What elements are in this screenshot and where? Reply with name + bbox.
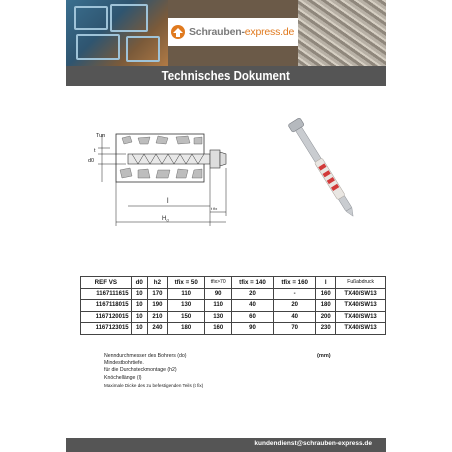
table-row <box>81 323 386 335</box>
workshop-photo <box>66 0 168 66</box>
table-cell: 70 <box>274 323 316 335</box>
table-cell: 20 <box>274 300 316 312</box>
footer-email-link[interactable]: kundendienst@schrauben-express.de <box>254 440 372 447</box>
table-cell: 160 <box>316 288 336 300</box>
table-cell: 200 <box>316 311 336 323</box>
table-cell: 160 <box>205 323 231 335</box>
page-title: Technisches Dokument <box>161 69 291 83</box>
label-hd: $H_d$ <box>162 216 169 223</box>
table-row <box>81 300 386 312</box>
document-title-bar <box>66 66 386 86</box>
label-l: l <box>167 198 169 205</box>
spec-table <box>80 276 386 335</box>
table-cell: 130 <box>205 311 231 323</box>
table-cell: 40 <box>231 300 273 312</box>
table-header-row <box>81 277 386 289</box>
table-cell: TX40/SW13 <box>336 311 386 323</box>
table-cell: 10 <box>131 311 147 323</box>
col-h2: h2 <box>147 277 167 289</box>
table-cell: 180 <box>316 300 336 312</box>
label-t: t <box>94 148 96 154</box>
table-cell: 60 <box>231 311 273 323</box>
label-tfix: t fix <box>211 206 218 211</box>
table-cell: 1167123015 <box>81 323 132 335</box>
table-cell: 90 <box>231 323 273 335</box>
unit-label: (mm) <box>317 353 331 359</box>
table-cell: 10 <box>131 323 147 335</box>
col-footprint: Fußabdruck <box>336 277 386 289</box>
table-cell: 1167120015 <box>81 311 132 323</box>
legend-line: für die Durchsteckmontage (h2) <box>104 367 177 374</box>
header-banner <box>66 0 386 66</box>
brand-logo[interactable] <box>168 18 298 46</box>
footer-bar <box>66 438 386 452</box>
gear-logo-icon <box>170 24 186 40</box>
table-cell: 90 <box>205 288 231 300</box>
table-cell: TX40/SW13 <box>336 323 386 335</box>
legend-line: Nenndurchmesser des Bohrers (do) <box>104 353 187 359</box>
table-row <box>81 288 386 300</box>
table-cell: 180 <box>167 323 205 335</box>
table-cell: 240 <box>147 323 167 335</box>
brand-name: Schrauben-express.de <box>189 26 295 38</box>
legend-line: Maximale Dicke des zu befestigenden Teils (t fix) <box>104 382 204 388</box>
col-d0: d0 <box>131 277 147 289</box>
legend-notes <box>104 353 331 389</box>
table-row <box>81 311 386 323</box>
document-page <box>66 0 386 452</box>
table-cell: 110 <box>167 288 205 300</box>
legend-line: Mindestbohrtiefe. <box>104 360 144 367</box>
col-tfix140: tfix = 140 <box>231 277 273 289</box>
table-cell: - <box>274 288 316 300</box>
label-tun: Tun <box>96 133 106 139</box>
table-cell: 110 <box>205 300 231 312</box>
table-cell: 130 <box>167 300 205 312</box>
table-cell: 190 <box>147 300 167 312</box>
col-l: l <box>316 277 336 289</box>
legend-line: Knöchellänge (l) <box>104 374 142 381</box>
table-cell: TX40/SW13 <box>336 300 386 312</box>
table-cell: 10 <box>131 300 147 312</box>
table-cell: 170 <box>147 288 167 300</box>
table-cell: 230 <box>316 323 336 335</box>
table-cell: TX40/SW13 <box>336 288 386 300</box>
col-ref: REF VS <box>81 277 132 289</box>
dowel-product-image <box>288 118 359 220</box>
table-cell: 10 <box>131 288 147 300</box>
table-cell: 40 <box>274 311 316 323</box>
dowel-technical-drawing <box>66 86 386 256</box>
label-d0: d0 <box>88 158 95 164</box>
table-cell: 1167118015 <box>81 300 132 312</box>
screws-photo <box>298 0 386 66</box>
col-tfix160: tfix = 160 <box>274 277 316 289</box>
col-tfix70: tfix>70 <box>205 277 231 289</box>
col-tfix50: tfix = 50 <box>167 277 205 289</box>
table-cell: 210 <box>147 311 167 323</box>
table-cell: 20 <box>231 288 273 300</box>
table-cell: 150 <box>167 311 205 323</box>
table-cell: 1167111615 <box>81 288 132 300</box>
